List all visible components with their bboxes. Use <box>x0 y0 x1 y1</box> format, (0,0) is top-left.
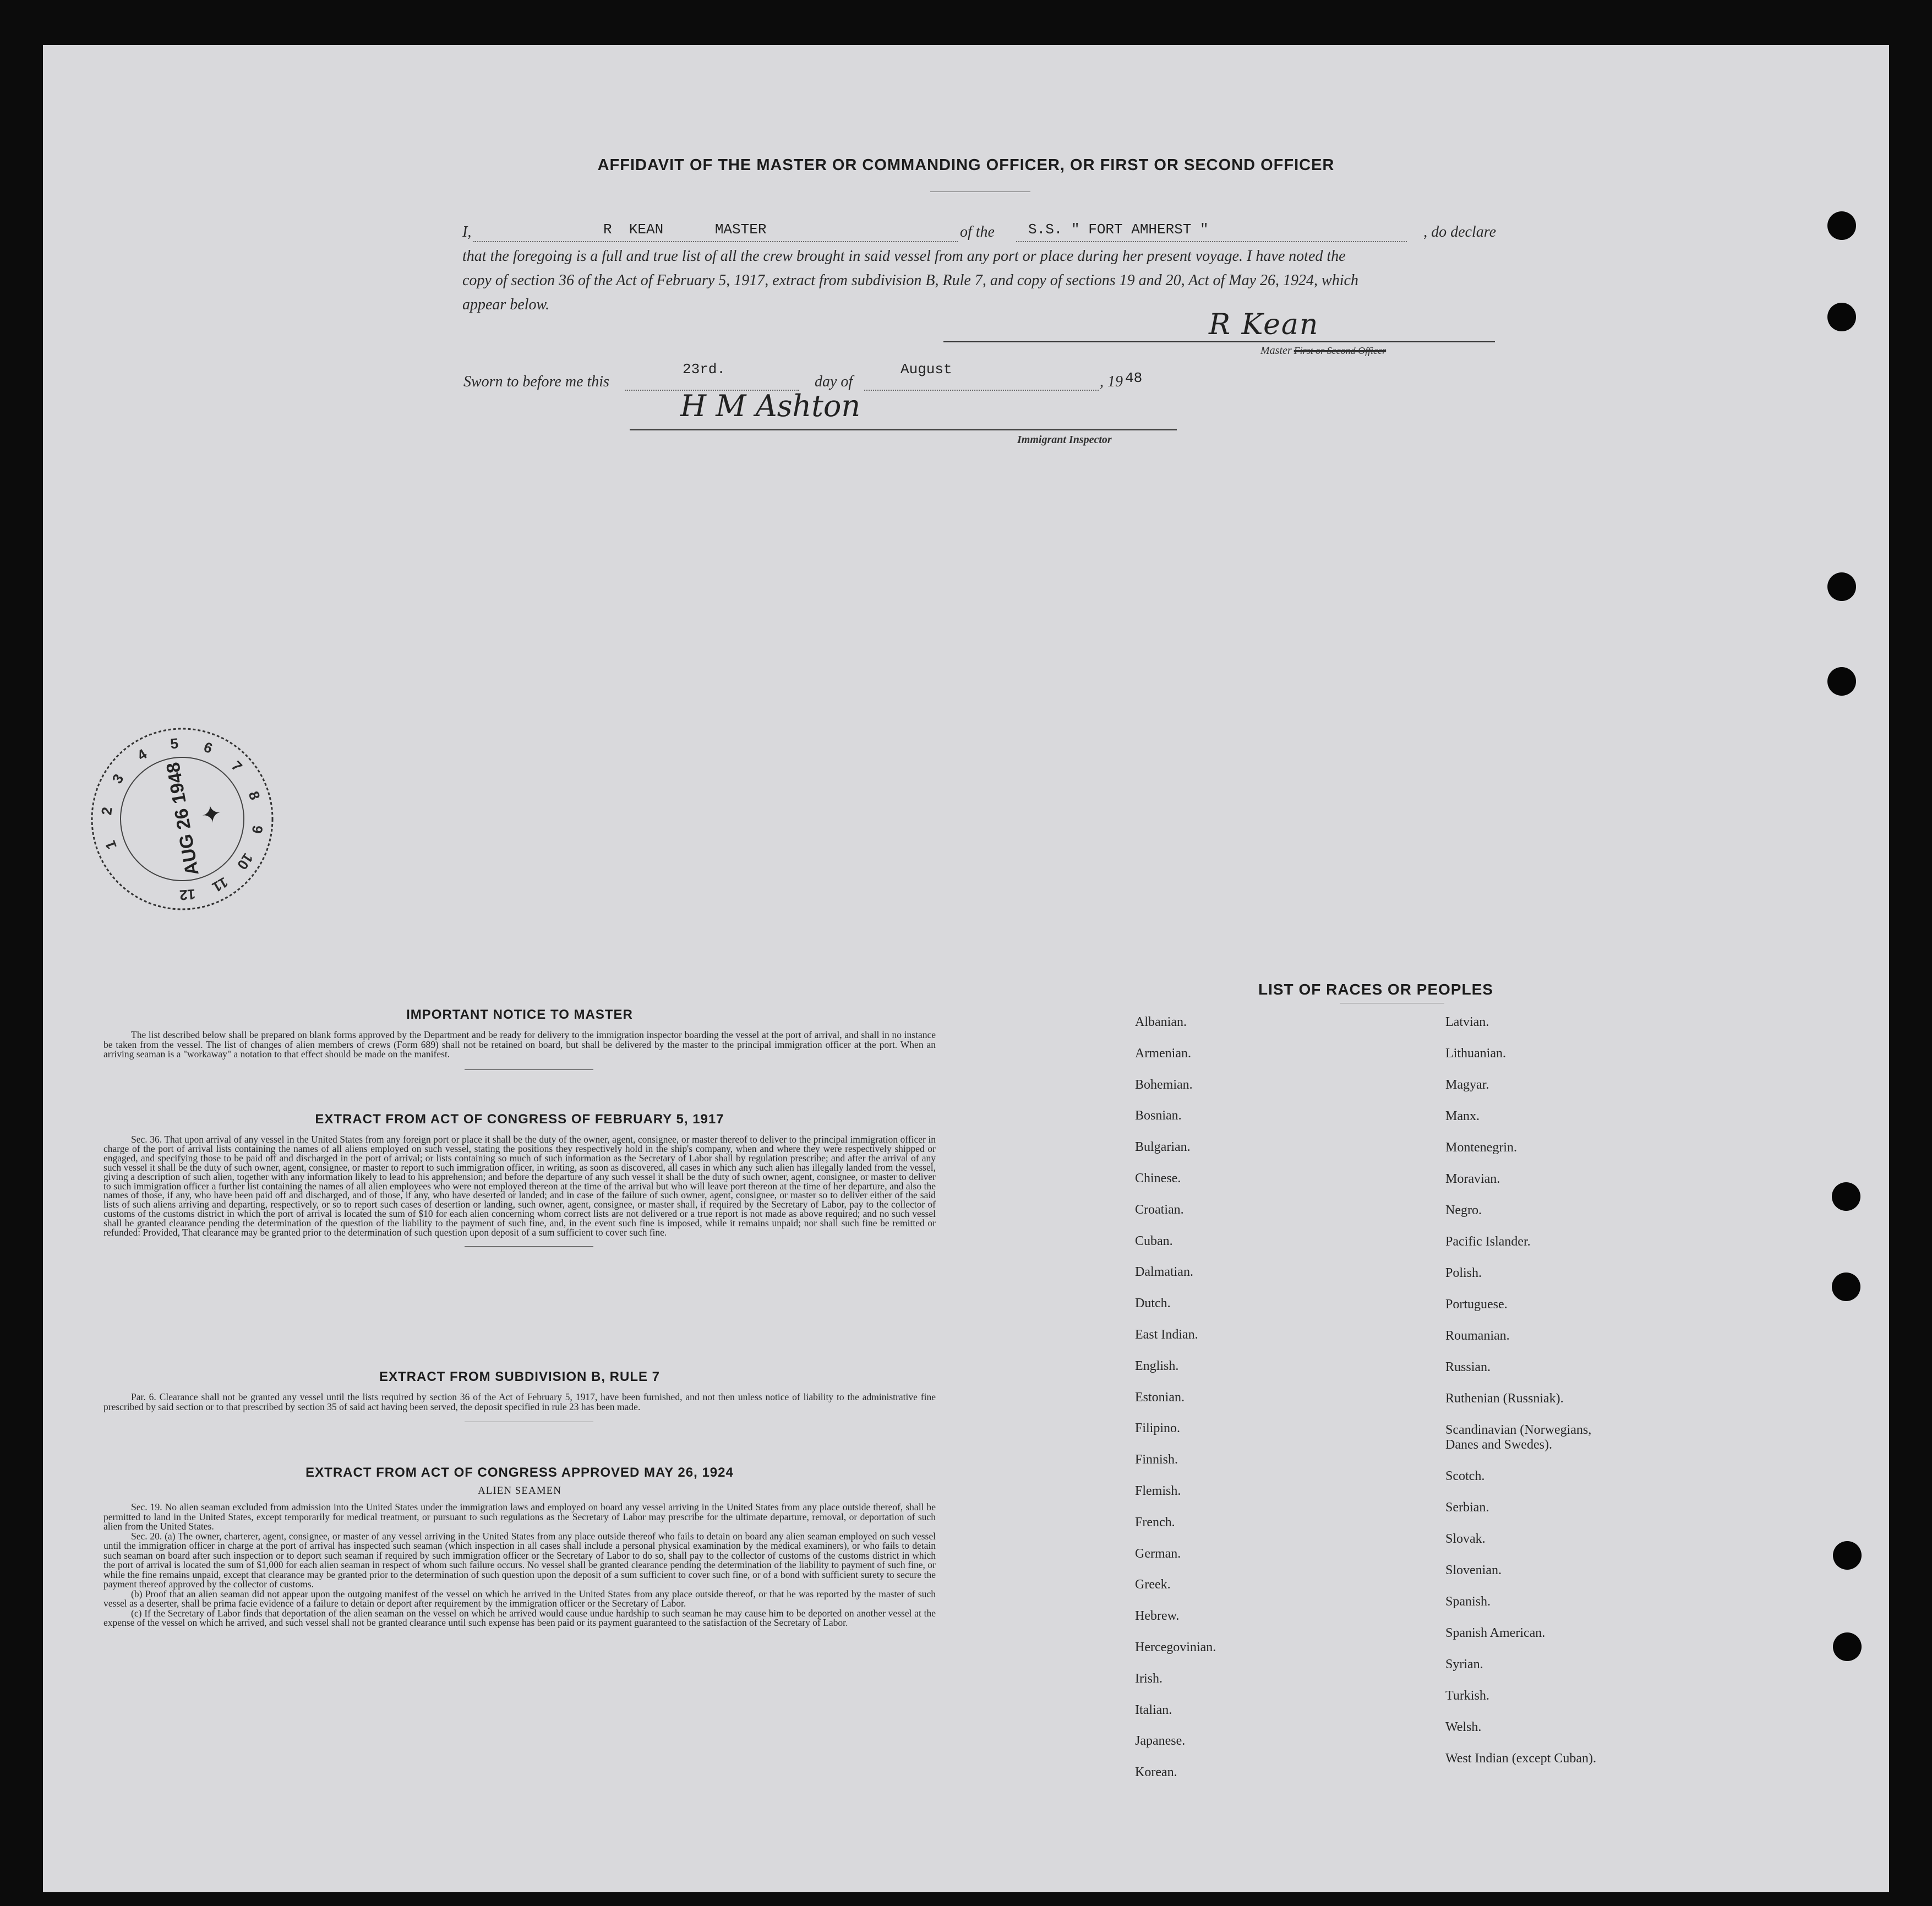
stamp-graphic <box>89 725 276 913</box>
punch-hole <box>1833 1541 1862 1570</box>
sec19-text: Sec. 19. No alien seaman excluded from admission into the United States under the immigration laws and employed on board any vessel arriving in the United States from any place outside thereof, shall be permitted to land in the United States, except temporarily for medical treatment, or pursuant to such regulations as the Secretary of Labor may prescribe for the ultimate departure, removal, or deportation of such alien from the United States. <box>103 1501 936 1532</box>
rule7-title: EXTRACT FROM SUBDIVISION B, RULE 7 <box>379 1369 661 1384</box>
race-item: Bohemian. <box>1135 1078 1193 1092</box>
vessel-typed: S.S. " FORT AMHERST " <box>1028 221 1209 238</box>
stamp-ring-number: 9 <box>248 824 266 835</box>
race-item: Irish. <box>1135 1672 1163 1686</box>
inspector-caption: Immigrant Inspector <box>1017 434 1112 446</box>
race-item: Spanish. <box>1445 1594 1491 1609</box>
affidavit-line-2: that the foregoing is a full and true list of all the crew brought in said vessel from any port or place during her present voyage. I have noted the <box>462 248 1346 265</box>
race-item: Greek. <box>1135 1577 1171 1592</box>
race-item: Manx. <box>1445 1109 1480 1123</box>
race-item: Hebrew. <box>1135 1609 1180 1623</box>
race-item: French. <box>1135 1515 1175 1530</box>
race-item: Estonian. <box>1135 1390 1185 1405</box>
race-item: Pacific Islander. <box>1445 1235 1531 1249</box>
race-item: Syrian. <box>1445 1657 1483 1672</box>
rule7-text: Par. 6. Clearance shall not be granted any vessel until the lists required by section 36 of the Act of February 5, 1917, have been furnished, and not then unless notice of liability to the administrative fine prescribed by said section or to that prescribed by section 35 of said act having been served, the deposit specified in rule 23 has been made. <box>103 1391 936 1412</box>
race-item: Albanian. <box>1135 1015 1187 1029</box>
race-item: English. <box>1135 1359 1179 1373</box>
divider <box>465 1246 593 1247</box>
race-item: Japanese. <box>1135 1734 1186 1748</box>
stamp-ring-number: 8 <box>245 789 264 802</box>
vessel-blank <box>1016 241 1407 242</box>
race-item: Armenian. <box>1135 1046 1191 1061</box>
punch-hole <box>1827 303 1856 331</box>
inspector-signature-line <box>630 429 1177 430</box>
race-item: Ruthenian (Russniak). <box>1445 1391 1564 1406</box>
stamp-ring-number: 4 <box>134 745 150 764</box>
stamp-ring-number: 3 <box>108 771 127 787</box>
race-item: Moravian. <box>1445 1172 1500 1186</box>
month-blank <box>864 390 1099 391</box>
rule7-section <box>103 1369 936 1422</box>
race-item: Finnish. <box>1135 1452 1178 1467</box>
punch-hole <box>1832 1182 1860 1211</box>
race-item: Serbian. <box>1445 1500 1489 1515</box>
punch-hole <box>1827 572 1856 601</box>
race-item: Scotch. <box>1445 1469 1485 1483</box>
inspector-signature: H M Ashton <box>680 389 861 423</box>
stamp-ring-number: 5 <box>169 735 179 752</box>
race-item: Dalmatian. <box>1135 1265 1193 1279</box>
race-item: Latvian. <box>1445 1015 1489 1029</box>
sworn-day: 23rd. <box>683 361 726 378</box>
race-item: Roumanian. <box>1445 1329 1510 1343</box>
sworn-month: August <box>900 361 952 378</box>
race-item: Flemish. <box>1135 1484 1181 1498</box>
notice-text: The list described below shall be prepared on blank forms approved by the Department and be ready for delivery to the immigration inspector boarding the vessel at the port of arrival, and shall in no instance be taken from the vessel. The list of changes of alien members of crews (Form 689) shall not be retained on board, but shall be delivered by the master to the principal immigration officer at the port. When an arriving seaman is a "workaway" a notation to that effect should be made on the manifest. <box>103 1029 936 1060</box>
race-item: West Indian (except Cuban). <box>1445 1751 1596 1766</box>
race-item: Bosnian. <box>1135 1108 1182 1123</box>
race-item: Negro. <box>1445 1203 1482 1217</box>
notice-title: IMPORTANT NOTICE TO MASTER <box>406 1007 633 1022</box>
sec20c-text: (c) If the Secretary of Labor finds that deportation of the alien seaman on the vessel on which he arrived would cause undue hardship to such seaman he may cause him to be deported on another vessel at the expense of the vessel on which he arrived, and such vessel shall not be granted clearance until such expense has been paid or its payment guaranteed to the satisfaction of the Secretary of Labor. <box>103 1607 936 1628</box>
race-item: Magyar. <box>1445 1078 1489 1092</box>
extract-1917-section <box>103 1112 936 1247</box>
struck-officer-caption: First or Second Officer <box>1294 345 1387 356</box>
stamp-ring-number: 6 <box>201 738 215 757</box>
race-item: Montenegrin. <box>1445 1140 1517 1155</box>
divider <box>465 1069 593 1070</box>
race-item: Filipino. <box>1135 1421 1181 1435</box>
race-item: Danes and Swedes). <box>1445 1438 1552 1452</box>
race-item: Spanish American. <box>1445 1626 1546 1640</box>
affidavit-line-3: copy of section 36 of the Act of February 5, 1917, extract from subdivision B, Rule 7, and copy of sections 19 and 20, Act of May 26, 1924, which <box>462 272 1358 289</box>
stamp-ring-number: 1 <box>101 838 120 852</box>
race-item: Lithuanian. <box>1445 1046 1506 1061</box>
race-item: Welsh. <box>1445 1720 1482 1734</box>
master-signature: R Kean <box>1209 308 1319 341</box>
race-item: Croatian. <box>1135 1203 1184 1217</box>
race-item: Bulgarian. <box>1135 1140 1191 1154</box>
sec20a-text: Sec. 20. (a) The owner, charterer, agent, consignee, or master of any vessel arriving in the United States from any place outside thereof who fails to detain on board any alien seaman employed on such vessel until the immigration officer in charge at the port of arrival has inspected such seaman (which inspection in all cases shall include a personal physical examination by the medical examiners), or who fails to detain such seaman on board after such inspection or to deport such seaman if required by such immigration officer or the Secretary of Labor to do so, shall pay to the collector of customs of the customs district in which the port of arrival is located the sum of $1,000 for each alien seaman in respect of whom such failure occurs. No vessel shall be granted clearance pending the determination of the liability to payment of such fine, or while the fine remains unpaid, except that clearance may be granted prior to the determination of such question upon the deposit of a sum sufficient to cover such fine, or of a bond with sufficient surety to secure the payment thereof approved by the collector of customs. <box>103 1530 936 1590</box>
punch-hole <box>1832 1273 1860 1301</box>
sworn-prefix: Sworn to before me this <box>463 373 609 390</box>
affidavit-i: I, <box>462 223 472 241</box>
master-caption: Master First or Second Officer <box>1260 345 1387 357</box>
race-item: Slovak. <box>1445 1532 1486 1546</box>
do-declare-label: , do declare <box>1423 223 1496 241</box>
port-date-stamp <box>89 725 276 913</box>
year-suffix: 48 <box>1125 370 1143 386</box>
punch-hole <box>1827 667 1856 696</box>
master-signature-line <box>943 341 1495 342</box>
document-page <box>43 45 1889 1892</box>
race-item: Turkish. <box>1445 1689 1489 1703</box>
race-item: German. <box>1135 1547 1181 1561</box>
alien-seamen-subtitle: ALIEN SEAMEN <box>478 1485 561 1497</box>
stamp-ring-number: 11 <box>209 873 231 896</box>
extract-1917-text: Sec. 36. That upon arrival of any vessel in the United States from any foreign port or place it shall be the duty of the owner, agent, consignee, or master thereof to deliver to the principal immigration officer in charge of the port of arrival lists containing the names of all aliens employed on such vessel, stating the positions they respectively hold in the ship's company, when and where they were respectively shipped or engaged, and specifying those to be paid off and discharged in the port of arrival; or lists containing so much of such information as the Secretary of Labor shall by regulation prescribe; and after the arrival of any such vessel it shall be the duty of such owner, agent, consignee, or master to report to such immigration officer, in writing, as soon as discovered, all cases in which any such alien has illegally landed from the vessel, giving a description of such alien, together with any information likely to lead to his apprehension; and before the departure of any such vessel it shall be the duty of such owner, agent, consignee, or master to deliver to such immigration officer a further list containing the names of all alien employees who were not employed thereon at the time of the arrival but who will leave port thereon at the time of her departure, and also the names of those, if any, who have been paid off and discharged, and of those, if any, who have deserted or landed; and in case of the failure of such owner, agent, consignee, or master so to deliver either of the said lists of such aliens arriving and departing, respectively, or so to report such cases of desertion or landing, such owner, agent, consignee, or master shall, if required by the Secretary of Labor, pay to the collector of customs of the customs district in which the port of arrival is located the sum of $10 for each alien concerning whom correct lists are not delivered or a true report is not made as above required; and no such vessel shall be granted clearance pending the determination of the question of the liability to the payment of such fine, and, in the event such fine is imposed, while it remains unpaid; nor shall such fine be remitted or refunded: Provided, That clearance may be granted prior to the determination of such question upon deposit of a sum sufficient to cover such fine. <box>103 1134 936 1238</box>
sec20b-text: (b) Proof that an alien seaman did not appear upon the outgoing manifest of the vessel on which he arrived in the United States from any place outside thereof, or that he was reported by the master of such vessel as a deserter, shall be prima facie evidence of a failure to detain or deport after requirement by the immigration officer or the Secretary of Labor. <box>103 1588 936 1609</box>
affidavit-line-4: appear below. <box>462 296 550 313</box>
race-item: Hercegovinian. <box>1135 1640 1216 1654</box>
affidavit-title: AFFIDAVIT OF THE MASTER OR COMMANDING OFFICER, OR FIRST OR SECOND OFFICER <box>597 156 1335 174</box>
stamp-ring-number: 2 <box>98 806 116 816</box>
notice-section <box>103 1007 936 1070</box>
name-blank <box>473 241 958 242</box>
race-item: Italian. <box>1135 1703 1172 1717</box>
race-item: Chinese. <box>1135 1171 1181 1186</box>
race-item: Dutch. <box>1135 1296 1171 1310</box>
stamp-ring-number: 12 <box>179 886 197 904</box>
race-item: Korean. <box>1135 1765 1177 1779</box>
name-typed: R KEAN MASTER <box>603 221 767 238</box>
race-item: Slovenian. <box>1445 1563 1502 1577</box>
punch-hole <box>1833 1632 1862 1661</box>
extract-1917-title: EXTRACT FROM ACT OF CONGRESS OF FEBRUARY 5, 1917 <box>315 1112 724 1127</box>
of-the-label: of the <box>960 223 995 241</box>
race-item: Cuban. <box>1135 1234 1173 1248</box>
race-item: Scandinavian (Norwegians, <box>1445 1423 1592 1437</box>
stamp-ring-number: 7 <box>228 757 246 775</box>
stamp-ring-number: 10 <box>233 850 256 873</box>
year-prefix: , 19 <box>1100 373 1123 390</box>
race-item: East Indian. <box>1135 1328 1198 1342</box>
punch-hole <box>1827 211 1856 240</box>
race-item: Polish. <box>1445 1266 1482 1280</box>
extract-1924-title: EXTRACT FROM ACT OF CONGRESS APPROVED MAY 26, 1924 <box>305 1465 734 1480</box>
day-of-label: day of <box>815 373 853 390</box>
race-item: Russian. <box>1445 1360 1491 1374</box>
race-item: Portuguese. <box>1445 1297 1508 1312</box>
races-title: LIST OF RACES OR PEOPLES <box>1258 981 1493 998</box>
stamp-date: AUG 26 1948 <box>162 761 203 877</box>
extract-1924-section <box>103 1465 936 1628</box>
svg-text:✦: ✦ <box>197 801 227 826</box>
